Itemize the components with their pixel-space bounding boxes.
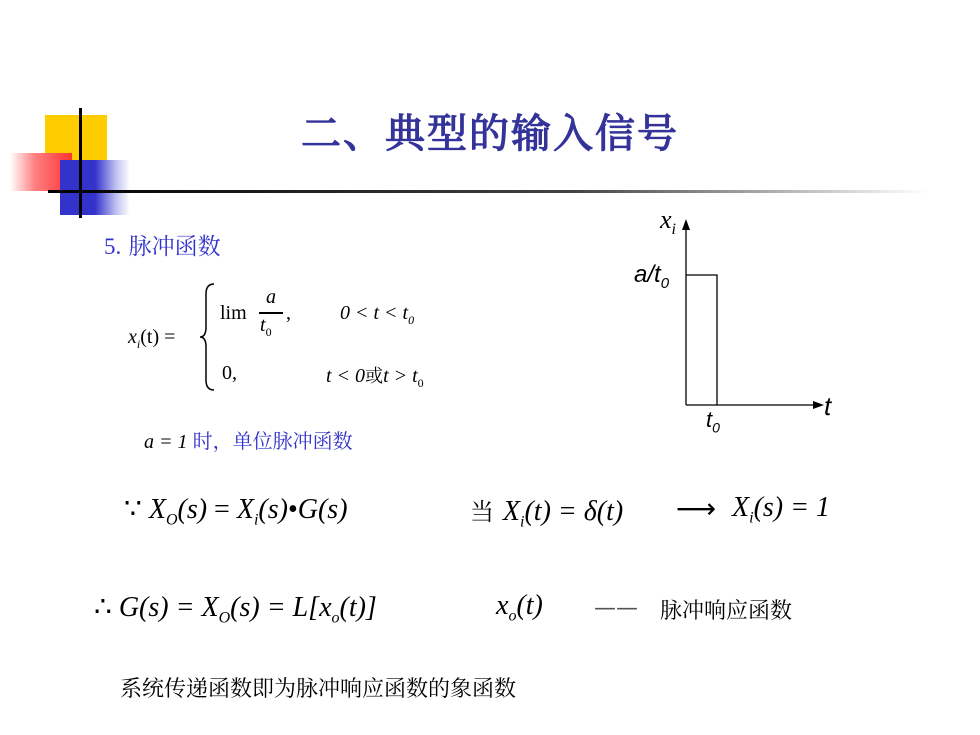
case1-cond-sub: 0 [408,313,415,327]
def-lhs-sub: i [136,337,141,351]
case1-lim: lim [220,302,247,324]
def-lhs: x [128,326,137,348]
x-axis-arrow [813,401,824,409]
y-axis-arrow [682,219,690,230]
case1-numerator: a [266,286,276,308]
case2-value: 0, [222,362,237,384]
equation-condition [470,492,623,532]
eq1-rhs1-arg: (s) [258,494,288,525]
case1-comma: , [286,302,291,324]
eq1-rhs1: X [236,494,254,525]
section-label: 脉冲函数 [128,234,221,260]
graph-x-label: t [824,391,832,421]
therefore-symbol: ∴ [94,592,112,623]
xo-symbol: x [496,590,509,621]
eq2-g: G(s) = X [118,592,219,623]
graph-tick-sub: 0 [712,419,720,436]
cond-arg: (t) = δ(t) [524,496,624,527]
eq2-end: (t)] [339,592,377,623]
eq1-dot: • [287,494,298,525]
cond-lhs: X [502,496,521,527]
page-title: 二、典型的输入信号 [301,111,679,157]
because-symbol: ∵ [124,494,142,525]
deco-blue-square [60,160,130,215]
graph-y-sub: i [671,221,676,239]
equation-impulse-response [94,590,377,628]
res-sub: i [749,509,754,527]
equation-transfer [124,492,348,530]
case1-den-sub: 0 [265,325,272,339]
res-lhs: X [732,492,750,523]
left-brace [198,282,218,392]
equation-result [732,492,830,528]
case2-cond-a: t < 0 [326,365,366,387]
case2-or: 或 [365,366,384,387]
case2-cond-b: t > t [383,365,418,387]
eq1-equals: = [207,494,237,525]
xo-sub: o [508,607,517,625]
graph-tick-label: t [706,407,713,432]
case2-cond-sub: 0 [417,376,424,390]
graph-y-label: x [660,205,672,234]
eq2-mid-sub: o [331,609,340,627]
eq2-g-sub: O [218,609,231,627]
title-underline [48,190,928,193]
impulse-response-label: 脉冲响应函数 [660,599,793,624]
section-heading [104,228,221,261]
when-label: 当 [470,498,494,526]
graph-height-sub: 0 [660,274,670,292]
unit-note-math: a = 1 [144,431,188,453]
cond-sub: i [520,513,525,531]
def-lhs-arg: (t) = [140,326,176,348]
case1-denominator: t [260,314,266,336]
eq1-lhs: X [148,494,166,525]
eq1-arg: (s) [177,494,208,525]
conclusion-text: 系统传递函数即为脉冲响应函数的象函数 [120,677,517,702]
eq1-lhs-sub: O [165,511,178,529]
eq2-mid: (s) = L[x [230,592,332,623]
impulse-response-symbol [496,590,543,626]
unit-impulse-note [144,425,353,454]
eq1-rhs1-sub: i [253,511,259,529]
definition-dash: —— [594,596,638,621]
impulse-definition [128,280,488,400]
unit-note-text: 时，单位脉冲函数 [192,429,353,453]
section-number: 5. [104,234,122,259]
xo-arg: (t) [516,590,543,621]
eq1-rhs2: G(s) [297,494,348,525]
impulse-graph [620,205,850,440]
graph-height-label: a/t [634,261,661,288]
res-arg: (s) = 1 [753,492,831,523]
impulse-pulse [686,275,717,405]
case1-condition: 0 < t < t [340,302,409,324]
implies-arrow: ⟶ [676,492,717,525]
